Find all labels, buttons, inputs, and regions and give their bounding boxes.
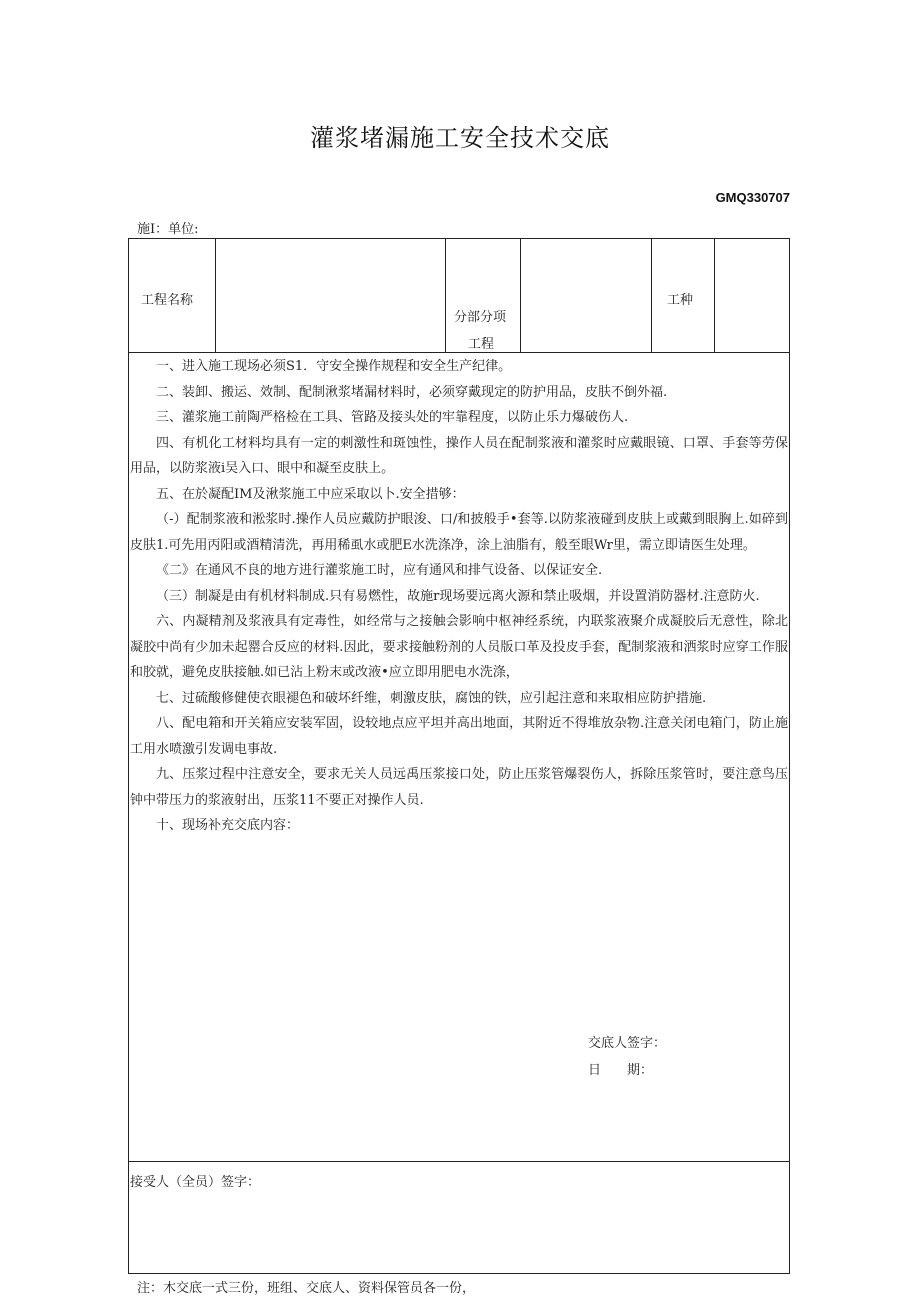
- sub-project-label-line2: 工程: [468, 337, 495, 352]
- divider: [651, 239, 652, 353]
- content-paragraph: 七、过硫酸修健使衣眼褪色和破坏纤维，刺激皮肤，腐蚀的铁，应引起注意和来取相应防护措施.: [156, 690, 707, 706]
- content-paragraph: 九、压浆过程中注意安全，要求无关人员远禹压浆接口处，防止压浆管爆裂伤人，拆除压浆管时，要注意鸟压钟中带压力的浆液射出，压浆11不要正对操作人员.: [130, 767, 788, 808]
- content-paragraph: （-）配制浆液和淞浆时.操作人员应戴防护眼浚、口/和披般手•套等.以防浆液碰到皮肤上或戴到眼胸上.如碎到皮肤1.可先用丙阳或酒精清洗，再用稀虱水或肥E水洗涤净，涂上油脂有，般至眼Wr里，需立即请医生处理。: [130, 512, 788, 553]
- content-paragraph: （三）制凝是由有机材料制成.只有易燃性，故施r现场要远离火源和禁止吸烟，并设置消防器材.注意防火.: [156, 588, 760, 604]
- content-paragraph: 二、装卸、搬运、效制、配制湫浆堵漏材料时，必须穿戴现定的防护用品，皮肤不倒外福.: [156, 384, 668, 400]
- divider: [445, 239, 446, 353]
- date-label: 日 期：: [588, 1063, 654, 1078]
- disclosure-content: [129, 353, 789, 839]
- sub-project-label: 分部分项: [454, 310, 507, 325]
- document-title: 灌浆堵漏施工安全技术交底: [310, 124, 610, 152]
- receiver-signature-label: 接受人（全员）签字：: [130, 1175, 261, 1190]
- divider: [129, 1161, 789, 1162]
- content-paragraph: 八、配电箱和开关箱应安装军固，设较地点应平坦并高出地面，其附近不得堆放杂物.注意关闭电箱门，防止施工用水喷激引发调电事故.: [130, 716, 788, 757]
- divider: [520, 239, 521, 353]
- document-code: GMQ330707: [715, 190, 790, 205]
- divider: [714, 239, 715, 353]
- construction-unit-label: 施I：单位:: [137, 222, 199, 237]
- content-paragraph: 一、进入施工现场必须S1．守安全操作规程和安全生产纪律。: [156, 359, 512, 374]
- disclosure-form: [128, 238, 790, 1274]
- content-paragraph: 四、有机化工材料均具有一定的刺激性和斑蚀性，操作人员在配制浆液和灌浆时应戴眼镜、口罩、手套等劳保用品，以防浆液i吴入口、眼中和凝至皮肤上。: [130, 435, 788, 476]
- work-type-label: 工种: [667, 293, 694, 308]
- content-paragraph: 六、内凝精剂及浆液具有定毒性，如经常与之接触会影响中枢神经系统，内联浆液聚介成凝胶后无意性，除北凝胶中尚有少加未起罂合反应的材料.因此，要求接触粉剂的人员版口革及投皮手套，配制浆液和洒浆时应穿工作服和胶就，避免皮肤接触.如已沾上粉末或改液•应立即用肥电水洗涤，: [130, 614, 788, 680]
- divider: [215, 239, 216, 353]
- content-paragraph: 《二》在通风不良的地方进行灌浆施工时，应有通风和排气设备、以保证安全.: [156, 563, 603, 578]
- content-paragraph: 十、现场补充交底内容：: [156, 818, 300, 833]
- content-paragraph: 五、在於凝配IM及湫浆施工中应采取以卜.安全措够：: [156, 486, 465, 502]
- footnote: 注：木交底一式三份，班组、交底人、资料保管员各一份，: [137, 1281, 476, 1296]
- content-paragraph: 三、灌浆施工前陶严格检在工具、管路及接头处的牢靠程度，以防止乐力爆破伤人.: [156, 410, 629, 425]
- project-name-label: 工程名称: [141, 293, 194, 308]
- presenter-signature-label: 交底人签字：: [588, 1036, 667, 1051]
